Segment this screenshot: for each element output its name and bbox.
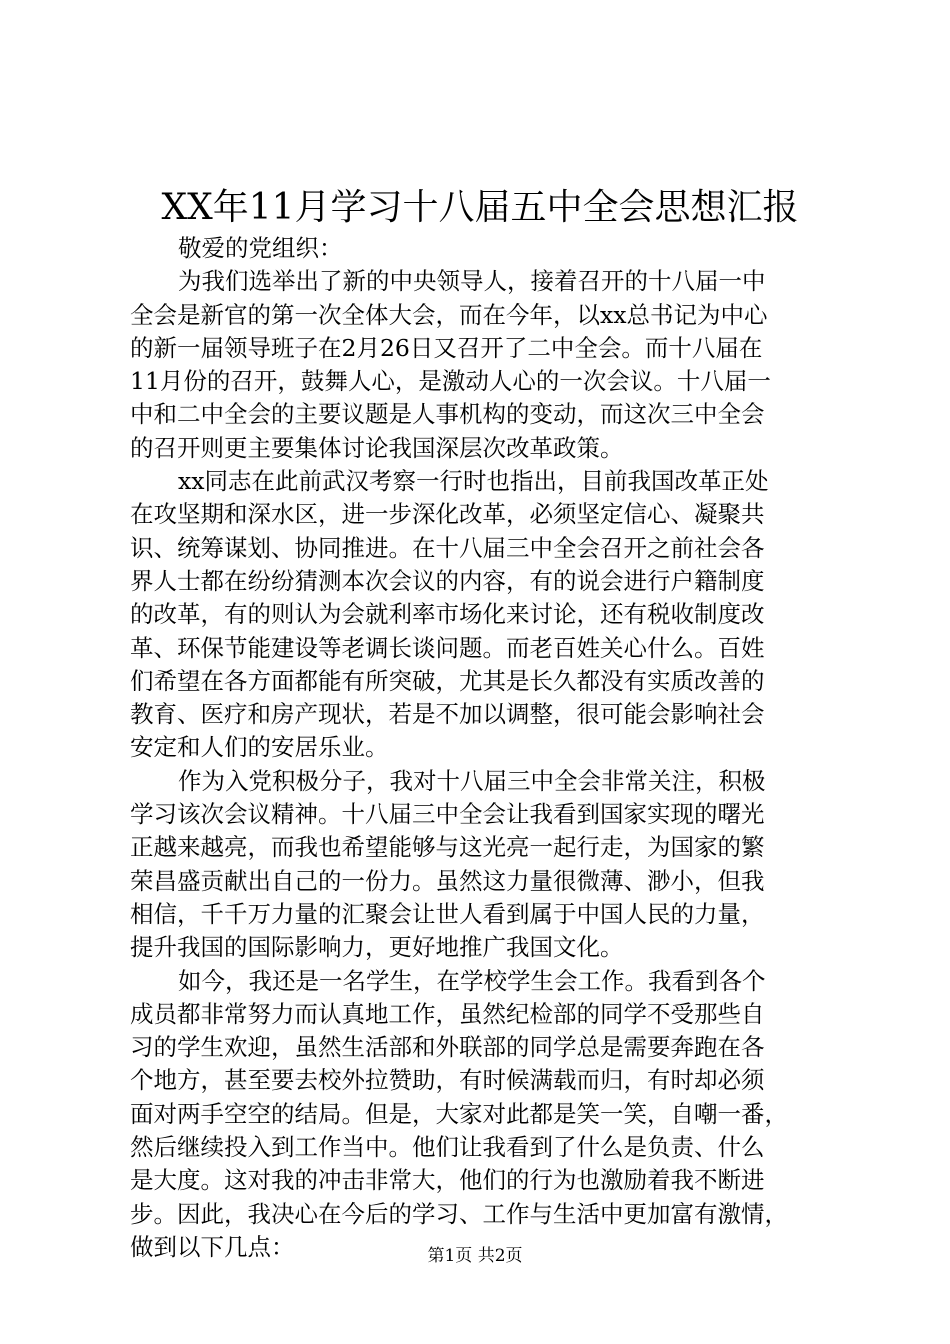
text-line: 习的学生欢迎，虽然生活部和外联部的同学总是需要奔跑在各: [130, 1033, 765, 1062]
text-line: 是大度。这对我的冲击非常大，他们的行为也激励着我不断进: [130, 1166, 765, 1195]
text-line: 教育、医疗和房产现状，若是不加以调整，很可能会影响社会: [130, 700, 765, 729]
text-line: 的召开则更主要集体讨论我国深层次改革政策。: [130, 433, 624, 462]
text-line: 11月份的召开，鼓舞人心，是激动人心的一次会议。十八届一: [130, 367, 771, 396]
document-title: XX年11月学习十八届五中全会思想汇报: [161, 187, 799, 228]
text-line: 的改革，有的则认为会就利率市场化来讨论，还有税收制度改: [130, 600, 765, 629]
paragraph-4: [130, 965, 830, 1265]
text-line: 革、环保节能建设等老调长谈问题。而老百姓关心什么。百姓: [130, 633, 765, 662]
text-line: 做到以下几点：: [130, 1232, 295, 1261]
text-line: 识、统筹谋划、协同推进。在十八届三中全会召开之前社会各: [130, 533, 765, 562]
text-line: 提升我国的国际影响力，更好地推广我国文化。: [130, 933, 624, 962]
text-line: 中和二中全会的主要议题是人事机构的变动，而这次三中全会: [130, 400, 765, 429]
text-line: 为我们选举出了新的中央领导人，接着召开的十八届一中: [178, 267, 766, 296]
text-line: 面对两手空空的结局。但是，大家对此都是笑一笑，自嘲一番，: [130, 1099, 788, 1128]
text-line: 界人士都在纷纷猜测本次会议的内容，有的说会进行户籍制度: [130, 566, 765, 595]
text-line: 荣昌盛贡献出自己的一份力。虽然这力量很微薄、渺小，但我: [130, 866, 765, 895]
text-line: 成员都非常努力而认真地工作，虽然纪检部的同学不受那些自: [130, 999, 765, 1028]
text-line: 全会是新官的第一次全体大会，而在今年，以xx总书记为中心: [130, 300, 768, 329]
paragraph-2: [130, 465, 830, 765]
salutation: 敬爱的党组织：: [178, 234, 343, 262]
text-line: 的新一届领导班子在2月26日又召开了二中全会。而十八届在: [130, 333, 763, 362]
text-line: 步。因此，我决心在今后的学习、工作与生活中更加富有激情，: [130, 1199, 788, 1228]
text-line: 们希望在各方面都能有所突破，尤其是长久都没有实质改善的: [130, 666, 765, 695]
text-line: 如今，我还是一名学生，在学校学生会工作。我看到各个: [178, 966, 766, 995]
text-line: xx同志在此前武汉考察一行时也指出，目前我国改革正处: [178, 467, 769, 496]
page-footer: 第1页 共2页: [427, 1246, 523, 1266]
text-line: 个地方，甚至要去校外拉赞助，有时候满载而归，有时却必须: [130, 1066, 765, 1095]
text-line: 在攻坚期和深水区，进一步深化改革，必须坚定信心、凝聚共: [130, 500, 765, 529]
paragraph-1: [130, 265, 830, 465]
document-body: [130, 232, 830, 1264]
text-line: 作为入党积极分子，我对十八届三中全会非常关注，积极: [178, 766, 766, 795]
text-line: 安定和人们的安居乐业。: [130, 733, 389, 762]
text-line: 学习该次会议精神。十八届三中全会让我看到国家实现的曙光: [130, 800, 765, 829]
text-line: 相信，千千万力量的汇聚会让世人看到属于中国人民的力量，: [130, 899, 765, 928]
text-line: 正越来越亮，而我也希望能够与这光亮一起行走，为国家的繁: [130, 833, 765, 862]
paragraph-3: [130, 765, 830, 965]
text-line: 然后继续投入到工作当中。他们让我看到了什么是负责、什么: [130, 1133, 765, 1162]
